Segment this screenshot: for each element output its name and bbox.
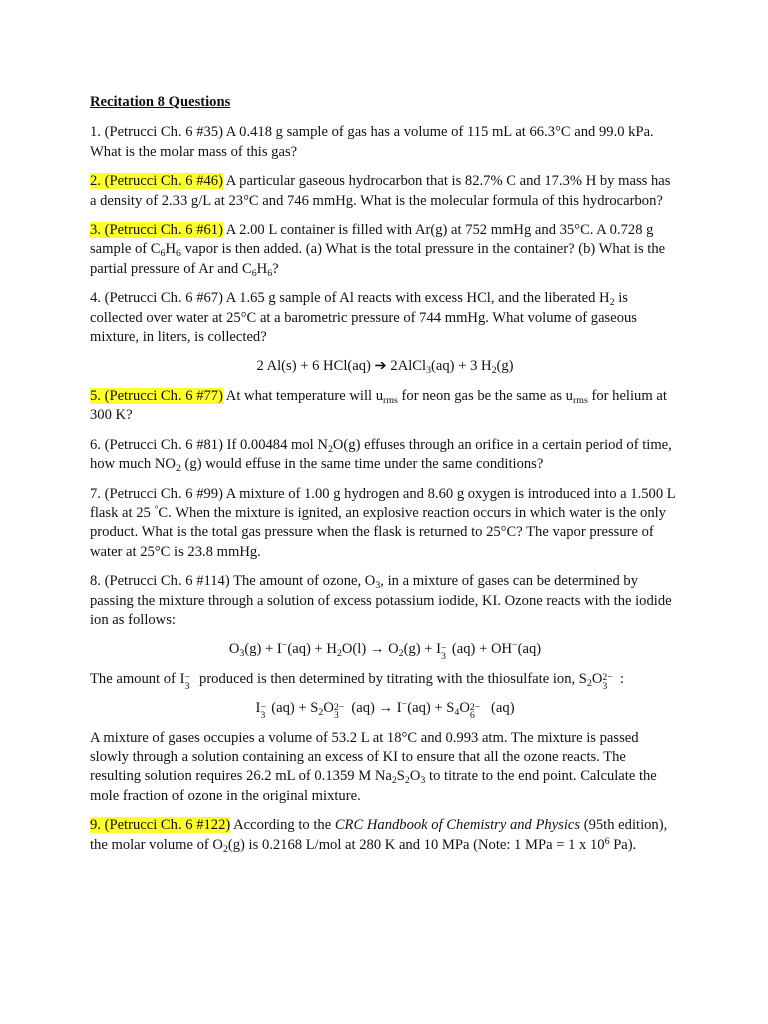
question-1-reference: 1. (Petrucci Ch. 6 #35) xyxy=(90,124,223,141)
question-8-text: The amount of I xyxy=(90,670,185,687)
subscript: 2 xyxy=(609,297,615,309)
question-6-text: 6. (Petrucci Ch. 6 #81) If 0.00484 mol N xyxy=(90,436,328,453)
superscript: 2− xyxy=(602,672,613,684)
question-7-text: 7. (Petrucci Ch. 6 #99) A mixture of 1.00 g hydrogen and 8.60 g oxygen is introduced into a 1.500 L flask at 25 xyxy=(90,485,676,521)
question-9-text: According to the xyxy=(230,817,335,834)
subscript: 3 xyxy=(420,775,426,787)
superscript: − xyxy=(184,672,191,684)
question-8-text: A mixture of gases occupies a volume of 53.2 L at 18°C and 0.993 atm. The mixture is passed slowly through a solution containing an excess of KI to ensure that all the ozone reacts. The resulting solution requires 26.2 mL of 0.1359 M Na xyxy=(90,729,639,785)
equation-text: (aq) + OH xyxy=(451,641,513,658)
equation-text: O xyxy=(323,700,334,717)
subscript: 2 xyxy=(175,463,181,475)
question-1 xyxy=(90,123,680,162)
equation-text: (aq) + H xyxy=(287,641,337,658)
page-title: Recitation 8 Questions xyxy=(90,94,231,110)
subscript: 3 xyxy=(602,680,608,692)
question-3-reference-highlight: 3. (Petrucci Ch. 6 #61) xyxy=(90,222,223,239)
question-6 xyxy=(90,436,680,475)
subscript: 4 xyxy=(454,707,460,719)
question-8-problem xyxy=(90,729,680,807)
superscript: 2− xyxy=(469,701,481,713)
subscript: 3 xyxy=(239,648,245,660)
equation-text: O xyxy=(228,641,240,658)
subscript: 6 xyxy=(267,267,273,279)
equation-text: (aq) + S xyxy=(271,700,319,717)
equation-text: 2 Al(s) + 6 HCl(aq) xyxy=(256,358,375,375)
question-4-text: is collected over water at 25°C at a barometric pressure of 744 mmHg. What volume of gaseous mixture, in liters, is collected? xyxy=(90,290,637,346)
subscript: 2 xyxy=(491,365,497,377)
question-1-text: A 0.418 g sample of gas has a volume of 115 mL at 66.3°C and 99.0 kPa. What is the molar mass of this gas? xyxy=(90,124,654,160)
question-4 xyxy=(90,289,680,347)
subscript: 3 xyxy=(375,580,381,592)
equation-text: O(l) → O xyxy=(341,641,399,658)
question-2-text: A particular gaseous hydrocarbon that is 82.7% C and 17.3% H by mass has a density of 2.33 g/L at 23°C and 746 mmHg. What is the molecular formula of this hydrocarbon? xyxy=(90,173,671,209)
subscript: 2 xyxy=(327,443,333,455)
subscript: 2 xyxy=(222,843,228,855)
question-8-text: , in a mixture of gases can be determined by passing the mixture through a solution of excess potassium iodide, KI. Ozone reacts with the iodide ion as follows: xyxy=(90,573,672,628)
question-5-text: for neon gas be the same as u xyxy=(397,387,573,404)
book-title: CRC Handbook of Chemistry and Physics xyxy=(334,817,581,834)
equation-text: (aq) → I xyxy=(351,700,402,717)
subscript: 2 xyxy=(398,648,404,660)
question-5-text: for helium at 300 K? xyxy=(90,387,667,424)
question-2 xyxy=(90,172,680,211)
question-3-text: H xyxy=(256,260,268,277)
equation-aluminum-reaction xyxy=(90,357,680,376)
question-8-text: O xyxy=(409,768,421,785)
equation-text: (aq) xyxy=(487,700,515,717)
equation-text: (aq) xyxy=(517,641,542,658)
question-8-text: O xyxy=(591,670,603,687)
reaction-arrow-icon: ➔ xyxy=(374,358,387,375)
superscript: 2− xyxy=(333,701,345,713)
subscript: 3 xyxy=(260,710,266,722)
subscript: 6 xyxy=(160,248,166,260)
equation-text: 2AlCl xyxy=(386,358,427,375)
superscript: − xyxy=(512,640,518,652)
question-9-text: (g) is 0.2168 L/mol at 280 K and 10 MPa (Note: 1 MPa = 1 x 10 xyxy=(227,836,605,853)
question-7 xyxy=(90,485,680,563)
question-3-text: ? xyxy=(272,260,279,277)
subscript: 2 xyxy=(404,775,410,787)
question-8-text: S xyxy=(396,768,405,785)
equation-thiosulfate-titration xyxy=(90,699,680,722)
question-9-text: Pa). xyxy=(609,836,637,853)
question-5-text: At what temperature will u xyxy=(222,387,384,404)
subscript: 3 xyxy=(333,710,339,722)
superscript: − xyxy=(281,640,288,652)
question-8-text: produced is then determined by titrating with the thiosulfate ion, S xyxy=(195,670,587,687)
subscript: 2 xyxy=(336,648,342,660)
equation-text: (g) + I xyxy=(403,641,441,658)
subscript: 3 xyxy=(184,680,190,692)
question-8-text: : xyxy=(619,670,624,687)
question-3-text: A 2.00 L container is filled with Ar(g) at 752 mmHg and 35°C. A 0.728 g sample of C xyxy=(90,222,654,258)
question-8-text: 8. (Petrucci Ch. 6 #114) The amount of ozone, O xyxy=(90,573,376,590)
superscript: − xyxy=(440,642,447,654)
equation-ozone-iodide xyxy=(90,640,680,663)
subscript: 6 xyxy=(251,267,257,279)
question-3-text: vapor is then added. (a) What is the total pressure in the container? (b) What is the partial pressure of Ar and C xyxy=(90,241,666,277)
question-8-text: to titrate to the end point. Calculate the mole fraction of ozone in the original mixture. xyxy=(90,768,657,804)
question-6-text: O(g) effuses through an orifice in a certain period of time, how much NO xyxy=(90,436,672,473)
superscript: 6 xyxy=(604,835,610,847)
equation-text: (g) xyxy=(496,358,514,375)
question-9 xyxy=(90,816,680,855)
equation-text: I xyxy=(255,700,261,717)
equation-text: O xyxy=(459,700,470,717)
subscript: 2 xyxy=(318,707,324,719)
question-5 xyxy=(90,387,680,426)
superscript: − xyxy=(260,701,266,713)
subscript: 6 xyxy=(469,710,475,722)
equation-text: (aq) + 3 H xyxy=(431,358,492,375)
subscript: 2 xyxy=(586,677,592,689)
question-3-text: H xyxy=(165,241,177,258)
question-3 xyxy=(90,221,680,279)
equation-text: (aq) + S xyxy=(407,700,455,717)
equation-text: (g) + I xyxy=(244,641,282,658)
question-7-text: C. When the mixture is ignited, an explosive reaction occurs in which water is the only product. What is the total gas pressure when the flask is returned to 25°C? The vapor pressure of water at 25°C is 23.8 mmHg. xyxy=(90,504,666,560)
superscript: ° xyxy=(154,503,159,515)
subscript: 2 xyxy=(391,775,397,787)
question-2-reference-highlight: 2. (Petrucci Ch. 6 #46) xyxy=(90,173,223,190)
question-5-reference-highlight: 5. (Petrucci Ch. 6 #77) xyxy=(90,387,223,404)
superscript: − xyxy=(401,699,408,711)
subscript: rms xyxy=(383,394,398,406)
document-body xyxy=(90,93,680,865)
subscript: 3 xyxy=(426,365,432,377)
question-4-text: 4. (Petrucci Ch. 6 #67) A 1.65 g sample of Al reacts with excess HCl, and the liberated H xyxy=(90,290,610,307)
question-6-text: (g) would effuse in the same time under the same conditions? xyxy=(180,456,544,473)
question-9-reference-highlight: 9. (Petrucci Ch. 6 #122) xyxy=(90,817,231,834)
subscript: 6 xyxy=(176,248,181,260)
question-9-text: (95th edition), the molar volume of O xyxy=(90,817,668,853)
question-8-thiosulfate-intro xyxy=(90,670,680,692)
subscript: rms xyxy=(572,394,588,406)
question-8 xyxy=(90,572,680,630)
subscript: 3 xyxy=(440,651,446,663)
